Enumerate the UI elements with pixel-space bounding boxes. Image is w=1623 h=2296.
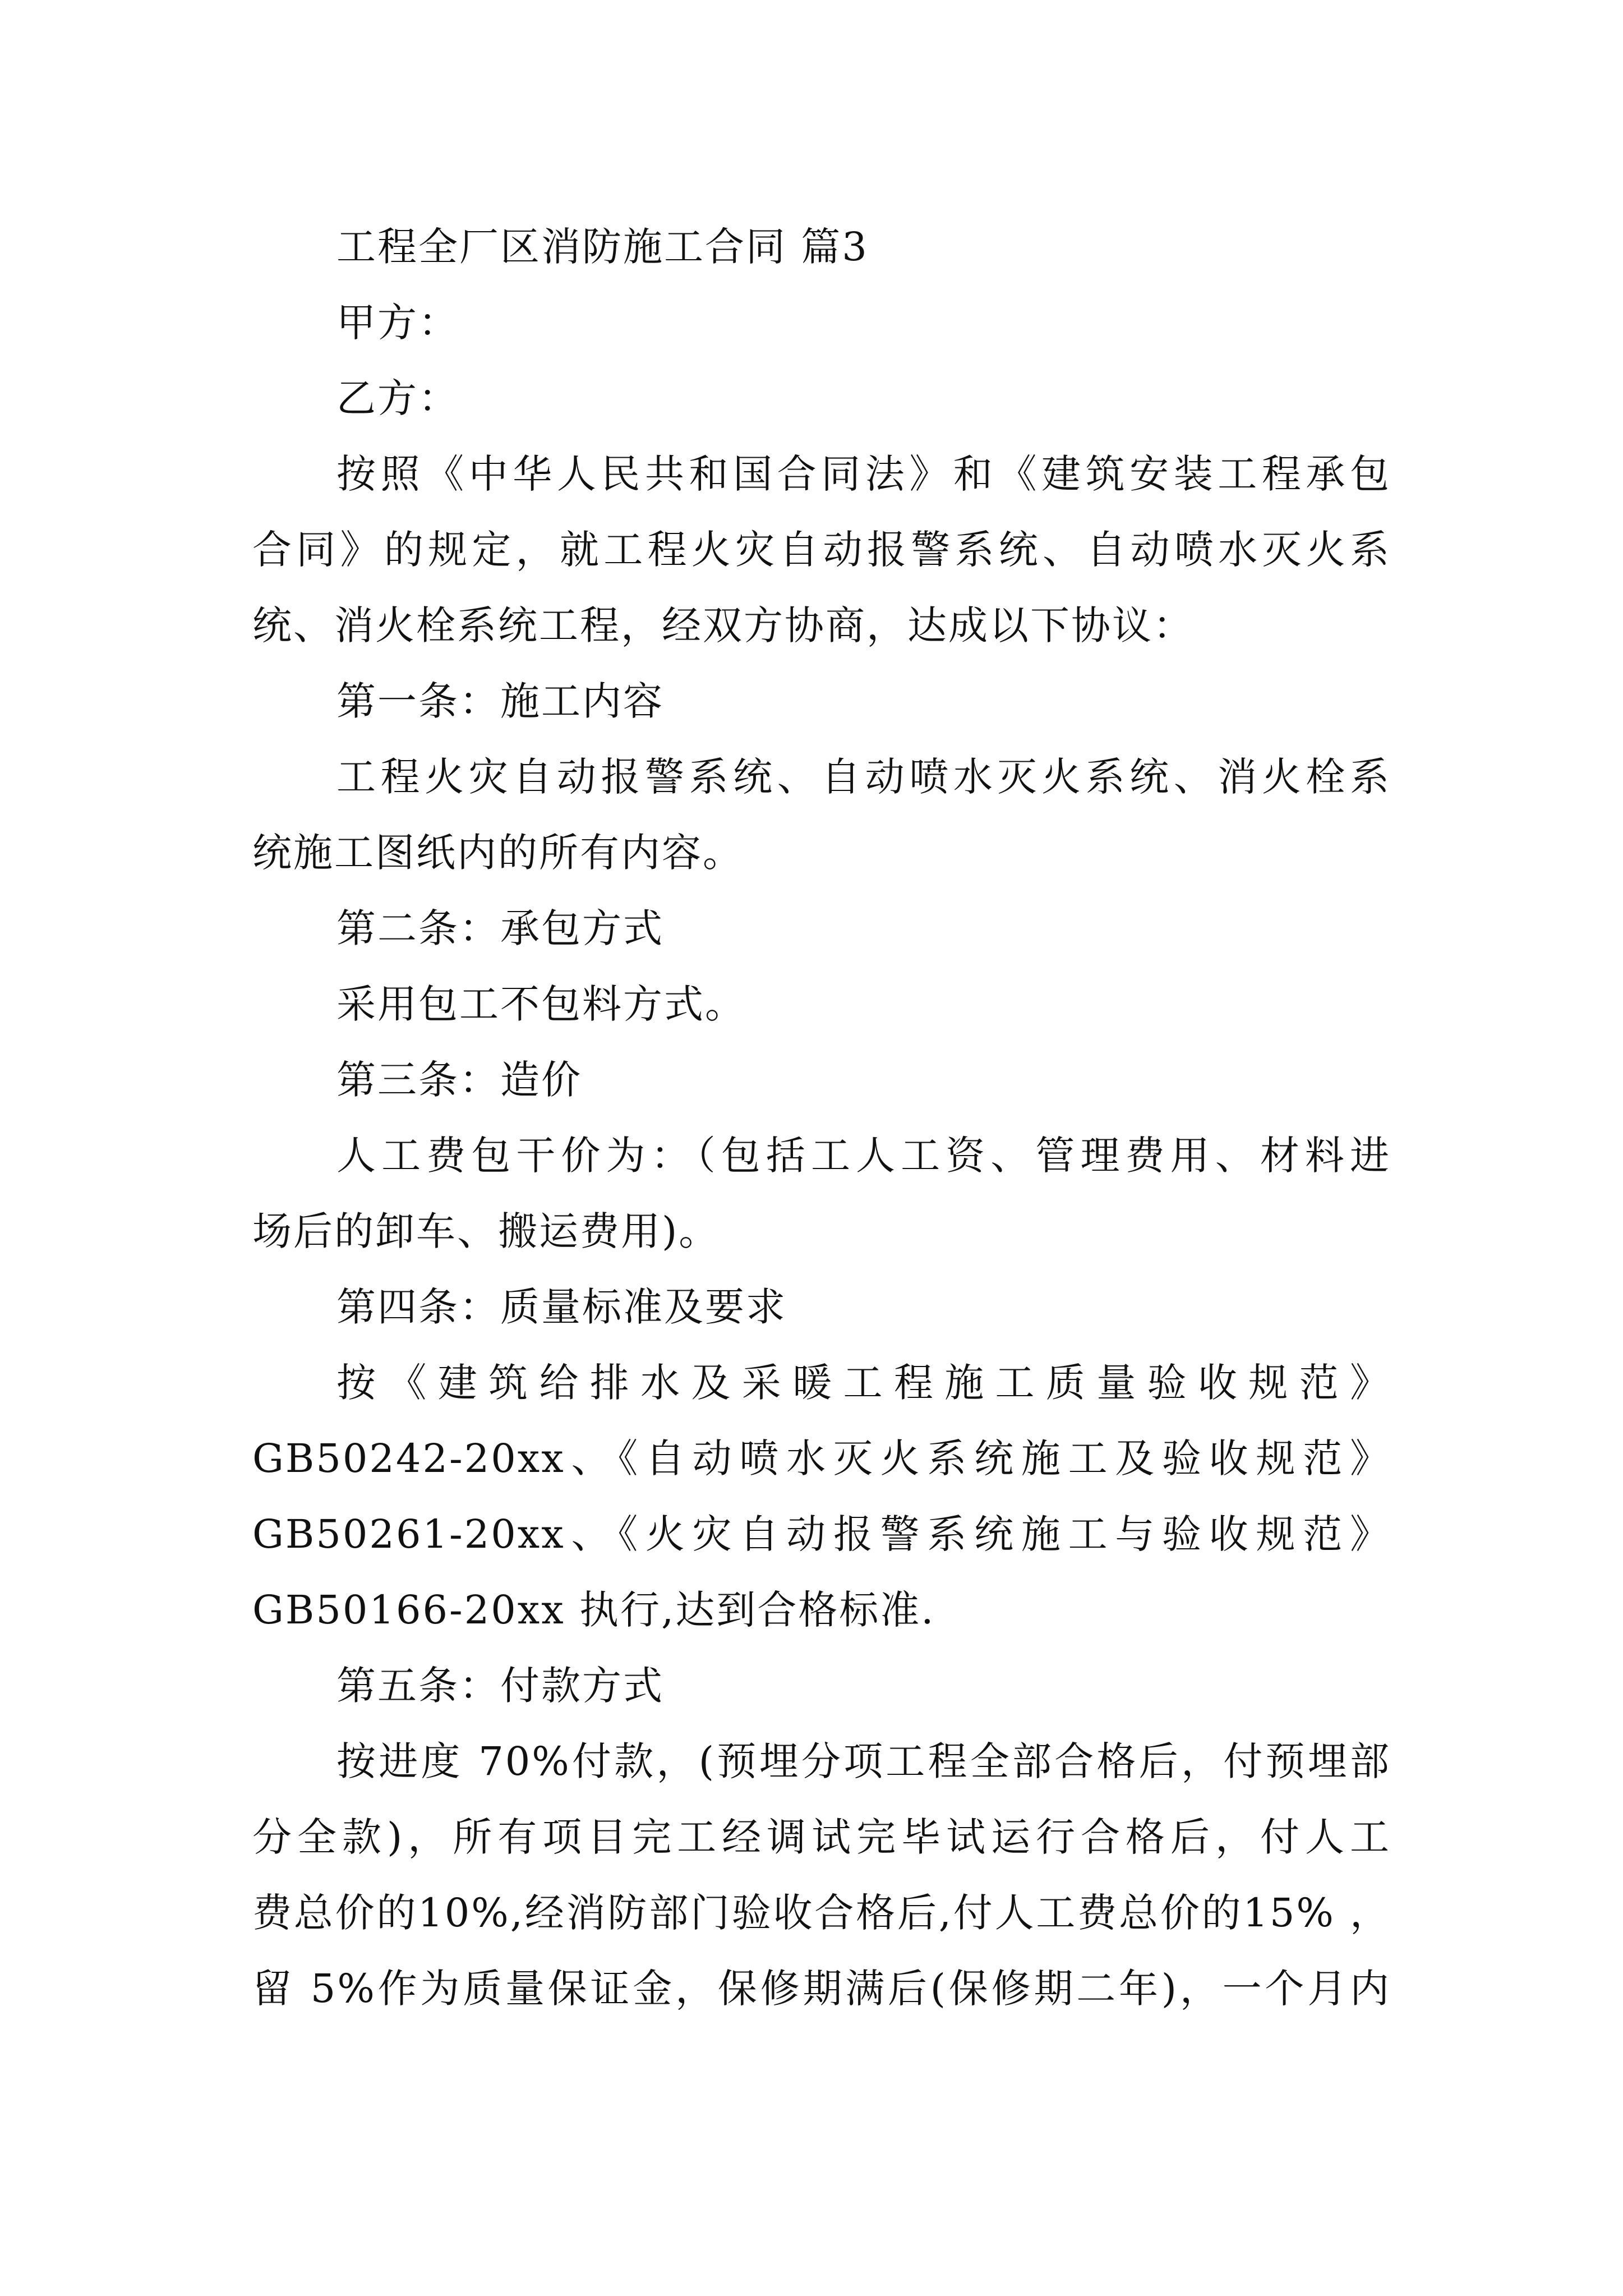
article-body-line: GB50261-20xx、《火灾自动报警系统施工与验收规范》 xyxy=(252,1511,1391,1557)
intro-line: 统、消火栓系统工程，经双方协商，达成以下协议： xyxy=(252,602,1194,648)
article-heading: 第三条：造价 xyxy=(336,1057,582,1103)
party-b-label: 乙方： xyxy=(336,375,459,421)
article-body-line: 按《建筑给排水及采暖工程施工质量验收规范》 xyxy=(336,1360,1391,1406)
article-heading: 第四条：质量标准及要求 xyxy=(336,1284,787,1330)
article-body-line: 人工费包干价为：（包括工人工资、管理费用、材料进 xyxy=(336,1133,1391,1179)
party-a-label: 甲方： xyxy=(336,300,459,346)
article-body-line: 统施工图纸内的所有内容。 xyxy=(252,830,744,876)
article-body-line: 费总价的10%,经消防部门验收合格后,付人工费总价的15% ， xyxy=(252,1890,1391,1936)
article-body-line: 场后的卸车、搬运费用)。 xyxy=(252,1208,720,1254)
intro-line: 合同》的规定，就工程火灾自动报警系统、自动喷水灭火系 xyxy=(252,527,1391,573)
article-body-line: 工程火灾自动报警系统、自动喷水灭火系统、消火栓系 xyxy=(336,754,1391,800)
article-heading: 第二条：承包方式 xyxy=(336,905,664,951)
article-body-line: 采用包工不包料方式。 xyxy=(336,981,746,1027)
intro-line: 按照《中华人民共和国合同法》和《建筑安装工程承包 xyxy=(336,451,1391,497)
article-body-line: 留 5%作为质量保证金，保修期满后(保修期二年)，一个月内 xyxy=(252,1966,1391,2012)
article-heading: 第一条：施工内容 xyxy=(336,678,664,724)
article-body-line: GB50166-20xx 执行,达到合格标准. xyxy=(252,1587,935,1633)
article-body-line: 分全款)，所有项目完工经调试完毕试运行合格后，付人工 xyxy=(252,1814,1391,1860)
article-body-line: GB50242-20xx、《自动喷水灭火系统施工及验收规范》 xyxy=(252,1435,1391,1481)
document-title: 工程全厂区消防施工合同 篇3 xyxy=(336,224,869,270)
article-body-line: 按进度 70%付款，(预埋分项工程全部合格后，付预埋部 xyxy=(336,1738,1391,1784)
article-heading: 第五条：付款方式 xyxy=(336,1663,664,1709)
